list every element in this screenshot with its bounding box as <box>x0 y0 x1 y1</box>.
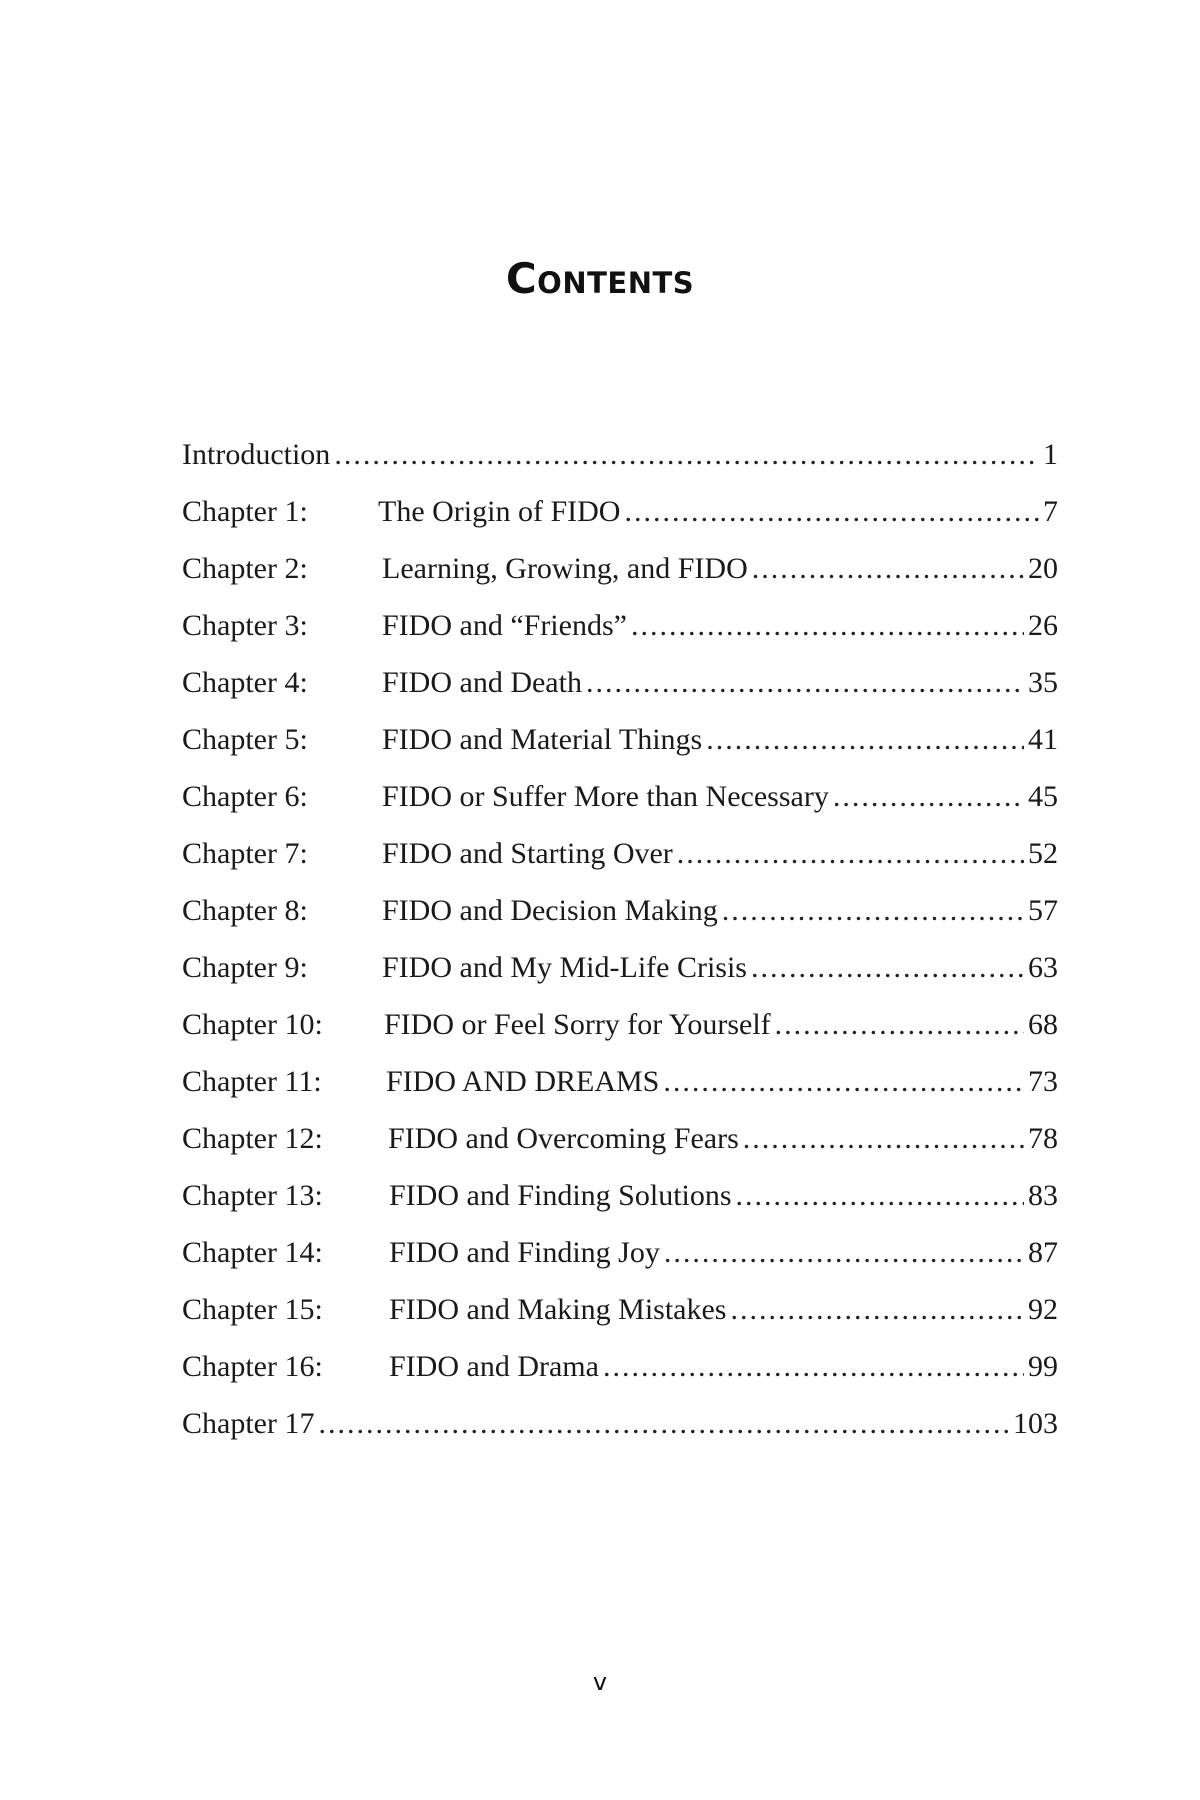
toc-dot-leader <box>677 825 1024 882</box>
toc-entry-title: FIDO and “Friends” <box>382 609 627 642</box>
toc-entry <box>182 1281 1058 1338</box>
toc-entry-page: 99 <box>1028 1350 1058 1383</box>
toc-entry-label: Chapter 7: <box>182 837 308 870</box>
toc-entry-page: 7 <box>1043 495 1058 528</box>
toc-dot-leader <box>743 1110 1024 1167</box>
toc-entry-page: 78 <box>1028 1122 1058 1155</box>
toc-entry-page: 73 <box>1028 1065 1058 1098</box>
toc-entry <box>182 939 1058 996</box>
toc-dot-leader <box>833 768 1024 825</box>
toc-dot-leader <box>334 426 1039 483</box>
toc-dot-leader <box>624 483 1039 540</box>
toc-entry <box>182 1395 1058 1452</box>
toc-entry-title: FIDO and Death <box>382 666 582 699</box>
toc-entry <box>182 1110 1058 1167</box>
toc-entry-label: Chapter 2: <box>182 552 308 585</box>
toc-dot-leader <box>752 540 1024 597</box>
toc-dot-leader <box>586 654 1024 711</box>
toc-entry-page: 1 <box>1043 438 1058 471</box>
toc-entry-title: FIDO or Suffer More than Necessary <box>382 780 829 813</box>
toc-dot-leader <box>775 996 1024 1053</box>
table-of-contents <box>182 426 1058 1452</box>
toc-entry-label: Chapter 8: <box>182 894 308 927</box>
toc-entry <box>182 540 1058 597</box>
toc-entry-label: Chapter 15: <box>182 1293 323 1326</box>
toc-entry-page: 63 <box>1028 951 1058 984</box>
toc-entry-title: The Origin of FIDO <box>378 495 621 528</box>
toc-entry-page: 41 <box>1028 723 1058 756</box>
toc-entry-label: Chapter 12: <box>182 1122 323 1155</box>
toc-entry-title: FIDO and Material Things <box>382 723 703 756</box>
toc-entry-page: 92 <box>1028 1293 1058 1326</box>
toc-entry <box>182 768 1058 825</box>
toc-entry-title: FIDO AND DREAMS <box>386 1065 660 1098</box>
toc-entry <box>182 1338 1058 1395</box>
toc-entry <box>182 882 1058 939</box>
toc-dot-leader <box>603 1338 1024 1395</box>
toc-entry-title: FIDO and Making Mistakes <box>389 1293 727 1326</box>
page-title: Contents <box>505 254 695 303</box>
toc-dot-leader <box>736 1167 1024 1224</box>
page-number: v <box>592 1668 608 1696</box>
toc-entry-title: FIDO and Finding Solutions <box>389 1179 732 1212</box>
toc-dot-leader <box>631 597 1024 654</box>
toc-entry-page: 68 <box>1028 1008 1058 1041</box>
toc-dot-leader <box>318 1395 1009 1452</box>
toc-entry-page: 20 <box>1028 552 1058 585</box>
toc-entry <box>182 483 1058 540</box>
toc-entry <box>182 654 1058 711</box>
toc-entry-title: Learning, Growing, and FIDO <box>382 552 748 585</box>
toc-entry <box>182 1167 1058 1224</box>
toc-entry-label: Chapter 10: <box>182 1008 323 1041</box>
toc-entry-label: Chapter 13: <box>182 1179 323 1212</box>
toc-entry-page: 52 <box>1028 837 1058 870</box>
toc-entry-label: Chapter 5: <box>182 723 308 756</box>
toc-entry-label: Chapter 17 <box>182 1407 315 1440</box>
toc-entry-label: Chapter 14: <box>182 1236 323 1269</box>
toc-dot-leader <box>730 1281 1024 1338</box>
toc-entry-title: FIDO and Overcoming Fears <box>388 1122 739 1155</box>
toc-entry-title: FIDO and Drama <box>389 1350 599 1383</box>
toc-entry <box>182 825 1058 882</box>
toc-dot-leader <box>722 882 1024 939</box>
toc-entry-page: 45 <box>1028 780 1058 813</box>
toc-entry-title: FIDO or Feel Sorry for Yourself <box>384 1008 771 1041</box>
toc-entry-title: FIDO and Decision Making <box>382 894 718 927</box>
toc-entry-page: 103 <box>1013 1407 1058 1440</box>
toc-entry <box>182 426 1058 483</box>
toc-entry-page: 83 <box>1028 1179 1058 1212</box>
toc-entry-title: FIDO and My Mid-Life Crisis <box>382 951 747 984</box>
toc-entry-label: Chapter 16: <box>182 1350 323 1383</box>
toc-dot-leader <box>751 939 1024 996</box>
toc-entry <box>182 1224 1058 1281</box>
toc-dot-leader <box>663 1053 1024 1110</box>
toc-entry <box>182 597 1058 654</box>
toc-entry <box>182 996 1058 1053</box>
toc-entry <box>182 711 1058 768</box>
toc-entry-page: 26 <box>1028 609 1058 642</box>
toc-entry-label: Chapter 3: <box>182 609 308 642</box>
toc-entry-label: Chapter 4: <box>182 666 308 699</box>
toc-entry-label: Chapter 1: <box>182 495 308 528</box>
toc-entry-label: Chapter 6: <box>182 780 308 813</box>
toc-entry-page: 35 <box>1028 666 1058 699</box>
toc-entry-title: FIDO and Starting Over <box>382 837 673 870</box>
toc-entry-label: Chapter 11: <box>182 1065 322 1098</box>
toc-entry-title: FIDO and Finding Joy <box>389 1236 660 1269</box>
toc-dot-leader <box>664 1224 1024 1281</box>
toc-entry-page: 57 <box>1028 894 1058 927</box>
toc-entry-page: 87 <box>1028 1236 1058 1269</box>
toc-entry-label: Chapter 9: <box>182 951 308 984</box>
toc-entry-label: Introduction <box>182 438 331 471</box>
toc-entry <box>182 1053 1058 1110</box>
toc-dot-leader <box>706 711 1024 768</box>
